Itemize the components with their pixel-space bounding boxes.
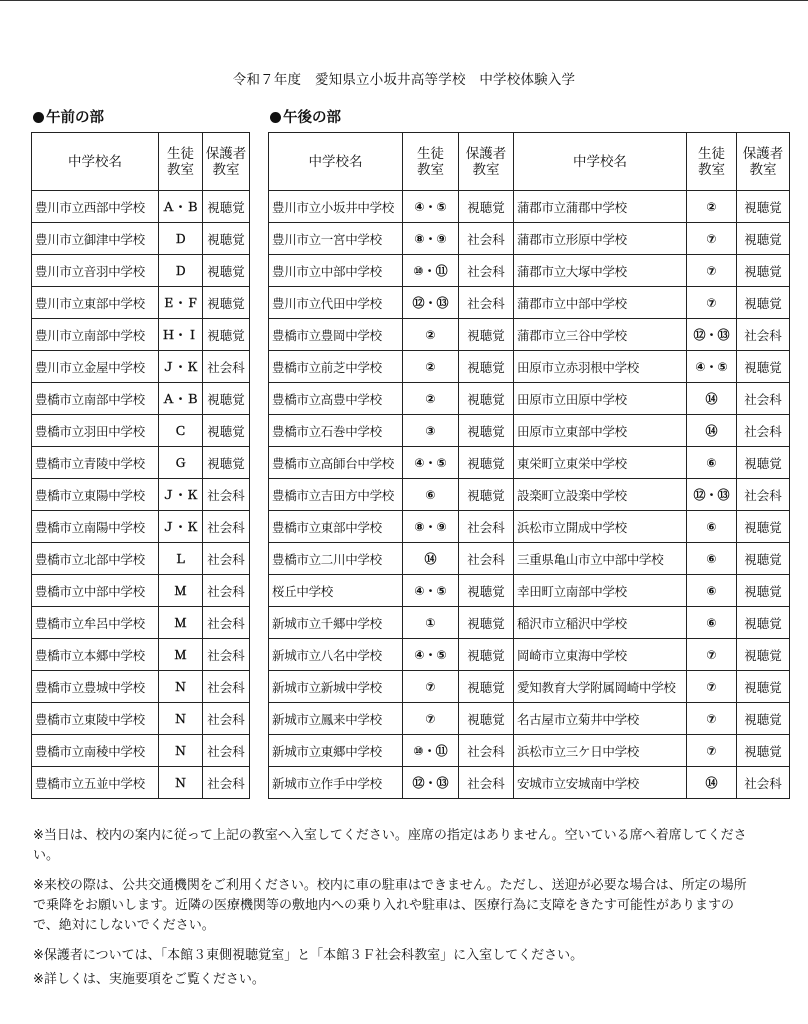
table-row <box>269 703 790 735</box>
student-room-cell: Ｅ・Ｆ <box>159 287 203 319</box>
table-row <box>269 351 790 383</box>
guardian-room-cell: 視聴覚 <box>203 319 250 351</box>
table-row <box>32 255 250 287</box>
school-name-cell: 田原市立赤羽根中学校 <box>514 351 687 383</box>
school-name-cell: 豊橋市立豊岡中学校 <box>269 319 403 351</box>
guardian-room-cell: 社会科 <box>459 223 514 255</box>
school-name-cell: 岡崎市立東海中学校 <box>514 639 687 671</box>
table-row <box>32 479 250 511</box>
table-row <box>269 511 790 543</box>
school-name-cell: 愛知教育大学附属岡崎中学校 <box>514 671 687 703</box>
student-room-cell: ⑧・⑨ <box>403 511 459 543</box>
guardian-room-cell: 視聴覚 <box>459 639 514 671</box>
bullet-icon <box>33 112 44 123</box>
table-header-row <box>32 133 250 191</box>
school-name-cell: 豊川市立一宮中学校 <box>269 223 403 255</box>
student-room-cell: ⑩・⑪ <box>403 255 459 287</box>
table-row <box>269 319 790 351</box>
table-row <box>269 447 790 479</box>
school-name-cell: 蒲郡市立形原中学校 <box>514 223 687 255</box>
guardian-room-cell: 社会科 <box>459 255 514 287</box>
table-row <box>32 575 250 607</box>
school-name-cell: 浜松市立開成中学校 <box>514 511 687 543</box>
student-room-cell: Ｊ・Ｋ <box>159 351 203 383</box>
student-room-cell: ⑫・⑬ <box>687 319 737 351</box>
guardian-room-cell: 視聴覚 <box>737 191 790 223</box>
school-name-cell: 豊橋市立石巻中学校 <box>269 415 403 447</box>
school-name-cell: 稲沢市立稲沢中学校 <box>514 607 687 639</box>
school-name-cell: 豊川市立西部中学校 <box>32 191 159 223</box>
student-room-cell: ⑭ <box>687 767 737 799</box>
school-name-cell: 蒲郡市立大塚中学校 <box>514 255 687 287</box>
school-name-cell: 豊川市立金屋中学校 <box>32 351 159 383</box>
guardian-room-cell: 視聴覚 <box>459 319 514 351</box>
student-room-cell: ② <box>687 191 737 223</box>
table-row <box>32 287 250 319</box>
guardian-room-cell: 視聴覚 <box>203 191 250 223</box>
notes <box>33 826 753 990</box>
school-name-cell: 豊川市立南部中学校 <box>32 319 159 351</box>
guardian-room-cell: 視聴覚 <box>737 351 790 383</box>
student-room-cell: ⑩・⑪ <box>403 735 459 767</box>
school-name-cell: 田原市立田原中学校 <box>514 383 687 415</box>
student-room-cell: ⑦ <box>403 703 459 735</box>
student-room-cell: ⑥ <box>403 479 459 511</box>
guardian-room-cell: 視聴覚 <box>459 351 514 383</box>
guardian-room-cell: 社会科 <box>459 735 514 767</box>
student-room-cell: Ｍ <box>159 607 203 639</box>
student-room-cell: ④・⑤ <box>403 447 459 479</box>
table-row <box>269 671 790 703</box>
school-name-cell: 東栄町立東栄中学校 <box>514 447 687 479</box>
guardian-room-cell: 視聴覚 <box>737 447 790 479</box>
guardian-room-cell: 社会科 <box>203 479 250 511</box>
student-room-cell: ④・⑤ <box>403 191 459 223</box>
student-room-cell: ⑭ <box>403 543 459 575</box>
table-row <box>269 543 790 575</box>
student-room-cell: Ｌ <box>159 543 203 575</box>
guardian-room-cell: 視聴覚 <box>737 671 790 703</box>
student-room-cell: Ｇ <box>159 447 203 479</box>
school-name-cell: 浜松市立三ケ日中学校 <box>514 735 687 767</box>
school-name-cell: 田原市立東部中学校 <box>514 415 687 447</box>
table-row <box>32 511 250 543</box>
student-room-cell: ⑧・⑨ <box>403 223 459 255</box>
guardian-room-cell: 視聴覚 <box>459 447 514 479</box>
student-room-cell: ⑥ <box>687 447 737 479</box>
student-room-cell: ⑫・⑬ <box>687 479 737 511</box>
student-room-header: 生徒 教室 <box>687 133 737 191</box>
guardian-room-cell: 視聴覚 <box>737 607 790 639</box>
guardian-room-cell: 視聴覚 <box>737 543 790 575</box>
school-name-cell: 豊橋市立南稜中学校 <box>32 735 159 767</box>
school-name-cell: 幸田町立南部中学校 <box>514 575 687 607</box>
guardian-room-cell: 視聴覚 <box>737 703 790 735</box>
table-row <box>32 223 250 255</box>
student-room-cell: ④・⑤ <box>403 639 459 671</box>
student-room-cell: ④・⑤ <box>403 575 459 607</box>
guardian-room-cell: 社会科 <box>203 639 250 671</box>
guardian-room-cell: 社会科 <box>203 607 250 639</box>
school-name-cell: 豊川市立中部中学校 <box>269 255 403 287</box>
guardian-room-cell: 視聴覚 <box>737 287 790 319</box>
student-room-cell: Ｎ <box>159 671 203 703</box>
student-room-cell: Ｊ・Ｋ <box>159 479 203 511</box>
school-name-cell: 豊橋市立豊城中学校 <box>32 671 159 703</box>
school-name-cell: 豊橋市立青陵中学校 <box>32 447 159 479</box>
school-name-cell: 新城市立千郷中学校 <box>269 607 403 639</box>
school-name-cell: 蒲郡市立三谷中学校 <box>514 319 687 351</box>
guardian-room-cell: 視聴覚 <box>203 447 250 479</box>
student-room-cell: ⑦ <box>687 735 737 767</box>
student-room-cell: ⑦ <box>687 639 737 671</box>
guardian-room-cell: 視聴覚 <box>737 639 790 671</box>
morning-heading <box>33 106 104 127</box>
school-name-cell: 蒲郡市立中部中学校 <box>514 287 687 319</box>
guardian-room-cell: 社会科 <box>203 735 250 767</box>
guardian-room-cell: 視聴覚 <box>459 415 514 447</box>
student-room-cell: ⑫・⑬ <box>403 287 459 319</box>
student-room-cell: Ｊ・Ｋ <box>159 511 203 543</box>
student-room-cell: ⑥ <box>687 575 737 607</box>
student-room-cell: Ｄ <box>159 223 203 255</box>
afternoon-table-body <box>269 191 790 799</box>
table-row <box>269 191 790 223</box>
school-name-cell: 豊川市立東部中学校 <box>32 287 159 319</box>
student-room-cell: ③ <box>403 415 459 447</box>
school-name-cell: 豊橋市立東部中学校 <box>269 511 403 543</box>
school-name-cell: 三重県亀山市立中部中学校 <box>514 543 687 575</box>
school-name-cell: 豊橋市立吉田方中学校 <box>269 479 403 511</box>
afternoon-heading-label: 午後の部 <box>283 110 341 126</box>
student-room-cell: ⑦ <box>687 223 737 255</box>
school-name-cell: 豊橋市立本郷中学校 <box>32 639 159 671</box>
guardian-room-cell: 社会科 <box>459 543 514 575</box>
guardian-room-cell: 社会科 <box>203 703 250 735</box>
table-row <box>32 447 250 479</box>
student-room-cell: Ｈ・Ｉ <box>159 319 203 351</box>
page-title: 令和７年度 愛知県立小坂井高等学校 中学校体験入学 <box>232 72 576 88</box>
school-name-cell: 豊橋市立羽田中学校 <box>32 415 159 447</box>
student-room-cell: ⑭ <box>687 383 737 415</box>
table-row <box>32 319 250 351</box>
school-name-cell: 安城市立安城南中学校 <box>514 767 687 799</box>
school-name-cell: 豊橋市立東陽中学校 <box>32 479 159 511</box>
guardian-room-cell: 社会科 <box>737 479 790 511</box>
afternoon-heading <box>270 106 341 127</box>
student-room-cell: ⑭ <box>687 415 737 447</box>
table-row <box>32 607 250 639</box>
guardian-room-cell: 社会科 <box>203 543 250 575</box>
note-details: ※詳しくは、実施要項をご覧ください。 <box>33 972 265 987</box>
table-row <box>32 767 250 799</box>
student-room-cell: Ｄ <box>159 255 203 287</box>
school-name-cell: 名古屋市立菊井中学校 <box>514 703 687 735</box>
school-name-cell: 新城市立新城中学校 <box>269 671 403 703</box>
table-row <box>32 639 250 671</box>
table-row <box>32 383 250 415</box>
student-room-cell: ④・⑤ <box>687 351 737 383</box>
bullet-icon <box>270 112 281 123</box>
guardian-room-cell: 視聴覚 <box>459 575 514 607</box>
guardian-room-header: 保護者 教室 <box>203 133 250 191</box>
student-room-cell: Ｎ <box>159 767 203 799</box>
afternoon-table <box>268 132 790 799</box>
student-room-cell: Ｎ <box>159 735 203 767</box>
school-name-cell: 新城市立鳳来中学校 <box>269 703 403 735</box>
student-room-cell: ⑥ <box>687 607 737 639</box>
student-room-header: 生徒 教室 <box>159 133 203 191</box>
guardian-room-cell: 視聴覚 <box>459 607 514 639</box>
student-room-cell: Ａ・Ｂ <box>159 191 203 223</box>
school-name-cell: 豊橋市立二川中学校 <box>269 543 403 575</box>
school-name-cell: 豊橋市立高豊中学校 <box>269 383 403 415</box>
table-row <box>32 351 250 383</box>
table-row <box>269 287 790 319</box>
school-name-cell: 豊橋市立牟呂中学校 <box>32 607 159 639</box>
school-name-cell: 新城市立東郷中学校 <box>269 735 403 767</box>
school-name-cell: 豊橋市立前芝中学校 <box>269 351 403 383</box>
guardian-room-cell: 視聴覚 <box>737 255 790 287</box>
school-name-cell: 豊橋市立五並中学校 <box>32 767 159 799</box>
guardian-room-cell: 視聴覚 <box>203 287 250 319</box>
note-transport: ※来校の際は、公共交通機関をご利用ください。校内に車の駐車はできません。ただし、送迎が必要な場合は、所定の場所で乗降をお願いします。近隣の医療機関等の敷地内への乗り入れや駐車は、医療行為に支障をきたす可能性がありますので、絶対にしないでください。 <box>33 878 747 933</box>
guardian-room-cell: 社会科 <box>459 511 514 543</box>
morning-heading-label: 午前の部 <box>46 110 104 126</box>
guardian-room-cell: 社会科 <box>459 767 514 799</box>
school-name-cell: 豊橋市立東陵中学校 <box>32 703 159 735</box>
guardian-room-cell: 視聴覚 <box>203 255 250 287</box>
school-name-cell: 豊橋市立北部中学校 <box>32 543 159 575</box>
student-room-cell: ⑦ <box>687 671 737 703</box>
guardian-room-cell: 社会科 <box>203 575 250 607</box>
student-room-cell: ⑥ <box>687 543 737 575</box>
table-row <box>269 223 790 255</box>
student-room-cell: ② <box>403 319 459 351</box>
school-name-cell: 豊川市立小坂井中学校 <box>269 191 403 223</box>
school-name-cell: 新城市立八名中学校 <box>269 639 403 671</box>
student-room-cell: ② <box>403 351 459 383</box>
school-name-cell: 豊橋市立中部中学校 <box>32 575 159 607</box>
guardian-room-cell: 視聴覚 <box>459 703 514 735</box>
student-room-cell: ⑦ <box>403 671 459 703</box>
table-row <box>32 735 250 767</box>
guardian-room-cell: 視聴覚 <box>737 735 790 767</box>
table-row <box>32 543 250 575</box>
guardian-room-cell: 社会科 <box>203 511 250 543</box>
table-row <box>269 255 790 287</box>
guardian-room-cell: 視聴覚 <box>459 479 514 511</box>
guardian-room-cell: 社会科 <box>203 767 250 799</box>
table-row <box>269 607 790 639</box>
school-name-cell: 豊川市立御津中学校 <box>32 223 159 255</box>
top-border <box>0 0 808 1</box>
table-row <box>269 415 790 447</box>
guardian-room-cell: 視聴覚 <box>737 575 790 607</box>
guardian-room-cell: 社会科 <box>737 767 790 799</box>
guardian-room-cell: 社会科 <box>737 415 790 447</box>
school-name-cell: 桜丘中学校 <box>269 575 403 607</box>
table-row <box>269 383 790 415</box>
guardian-room-cell: 視聴覚 <box>737 223 790 255</box>
student-room-cell: ⑫・⑬ <box>403 767 459 799</box>
table-row <box>32 191 250 223</box>
student-room-cell: ① <box>403 607 459 639</box>
student-room-cell: Ｍ <box>159 639 203 671</box>
table-row <box>269 575 790 607</box>
student-room-cell: ⑥ <box>687 511 737 543</box>
school-name-cell: 豊川市立音羽中学校 <box>32 255 159 287</box>
guardian-room-cell: 視聴覚 <box>459 383 514 415</box>
school-name-cell: 豊橋市立高師台中学校 <box>269 447 403 479</box>
table-row <box>269 767 790 799</box>
note-seating: ※当日は、校内の案内に従って上記の教室へ入室してください。座席の指定はありません。空いている席へ着席してください。 <box>33 828 747 863</box>
student-room-cell: Ａ・Ｂ <box>159 383 203 415</box>
guardian-room-header: 保護者 教室 <box>737 133 790 191</box>
student-room-header: 生徒 教室 <box>403 133 459 191</box>
guardian-room-cell: 社会科 <box>203 671 250 703</box>
school-name-cell: 豊川市立代田中学校 <box>269 287 403 319</box>
school-name-header: 中学校名 <box>514 133 687 191</box>
school-name-cell: 設楽町立設楽中学校 <box>514 479 687 511</box>
table-row <box>32 415 250 447</box>
school-name-cell: 豊橋市立南部中学校 <box>32 383 159 415</box>
morning-table-body <box>32 191 250 799</box>
guardian-room-cell: 視聴覚 <box>459 191 514 223</box>
student-room-cell: Ｍ <box>159 575 203 607</box>
guardian-room-header: 保護者 教室 <box>459 133 514 191</box>
guardian-room-cell: 社会科 <box>203 351 250 383</box>
table-row <box>269 479 790 511</box>
guardian-room-cell: 視聴覚 <box>203 415 250 447</box>
school-name-header: 中学校名 <box>32 133 159 191</box>
school-name-header: 中学校名 <box>269 133 403 191</box>
guardian-room-cell: 社会科 <box>459 287 514 319</box>
table-row <box>269 735 790 767</box>
student-room-cell: Ｃ <box>159 415 203 447</box>
guardian-room-cell: 視聴覚 <box>737 511 790 543</box>
morning-table <box>31 132 250 799</box>
school-name-cell: 新城市立作手中学校 <box>269 767 403 799</box>
guardian-room-cell: 視聴覚 <box>459 671 514 703</box>
student-room-cell: ⑦ <box>687 255 737 287</box>
school-name-cell: 蒲郡市立蒲郡中学校 <box>514 191 687 223</box>
table-row <box>32 671 250 703</box>
student-room-cell: ② <box>403 383 459 415</box>
table-row <box>269 639 790 671</box>
note-guardians: ※保護者については、「本館３東側視聴覚室」と「本館３Ｆ社会科教室」に入室してください。 <box>33 948 584 963</box>
guardian-room-cell: 社会科 <box>737 319 790 351</box>
student-room-cell: ⑦ <box>687 703 737 735</box>
student-room-cell: Ｎ <box>159 703 203 735</box>
guardian-room-cell: 視聴覚 <box>203 223 250 255</box>
table-row <box>32 703 250 735</box>
school-name-cell: 豊橋市立南陽中学校 <box>32 511 159 543</box>
guardian-room-cell: 視聴覚 <box>203 383 250 415</box>
guardian-room-cell: 社会科 <box>737 383 790 415</box>
table-header-row <box>269 133 790 191</box>
student-room-cell: ⑦ <box>687 287 737 319</box>
